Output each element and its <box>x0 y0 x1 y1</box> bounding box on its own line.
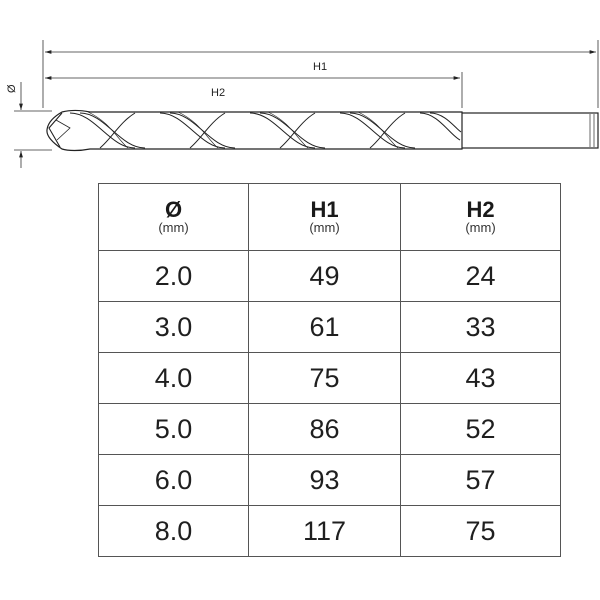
h2-header-unit: (mm) <box>465 220 496 235</box>
drill-shank <box>458 113 598 148</box>
diameter-symbol: Ø <box>6 84 18 93</box>
h1-dimension-label: H1 <box>313 61 328 73</box>
cell-h1: 75 <box>249 353 401 404</box>
column-header-h2 <box>401 184 561 251</box>
h2-dimension-label: H2 <box>211 87 226 99</box>
table-row <box>99 251 561 302</box>
cell-h1: 93 <box>249 455 401 506</box>
h2-header-symbol: H2 <box>466 197 495 222</box>
drill-size-table <box>98 183 561 557</box>
diameter-dimension <box>6 82 52 168</box>
cell-h1: 86 <box>249 404 401 455</box>
cell-diameter: 4.0 <box>99 353 249 404</box>
table-row <box>99 353 561 404</box>
h1-header-unit: (mm) <box>309 220 340 235</box>
table-header-row <box>99 184 561 251</box>
column-header-diameter <box>99 184 249 251</box>
h1-dimension <box>43 40 598 108</box>
table-row <box>99 302 561 353</box>
cell-h1: 61 <box>249 302 401 353</box>
table-row <box>99 506 561 557</box>
cell-diameter: 2.0 <box>99 251 249 302</box>
cell-h2: 43 <box>401 353 561 404</box>
cell-h2: 24 <box>401 251 561 302</box>
cell-h2: 33 <box>401 302 561 353</box>
diameter-header-unit: (mm) <box>158 220 189 235</box>
drill-bit <box>47 111 598 151</box>
table-row <box>99 404 561 455</box>
cell-h2: 57 <box>401 455 561 506</box>
cell-h2: 52 <box>401 404 561 455</box>
cell-diameter: 8.0 <box>99 506 249 557</box>
cell-h1: 117 <box>249 506 401 557</box>
diameter-header-symbol: Ø <box>164 197 183 222</box>
h2-dimension <box>45 72 462 108</box>
column-header-h1 <box>249 184 401 251</box>
cell-diameter: 3.0 <box>99 302 249 353</box>
cell-h1: 49 <box>249 251 401 302</box>
table-row <box>99 455 561 506</box>
cell-h2: 75 <box>401 506 561 557</box>
drill-bit-drawing <box>0 0 600 180</box>
cell-diameter: 5.0 <box>99 404 249 455</box>
cell-diameter: 6.0 <box>99 455 249 506</box>
h1-header-symbol: H1 <box>310 197 339 222</box>
